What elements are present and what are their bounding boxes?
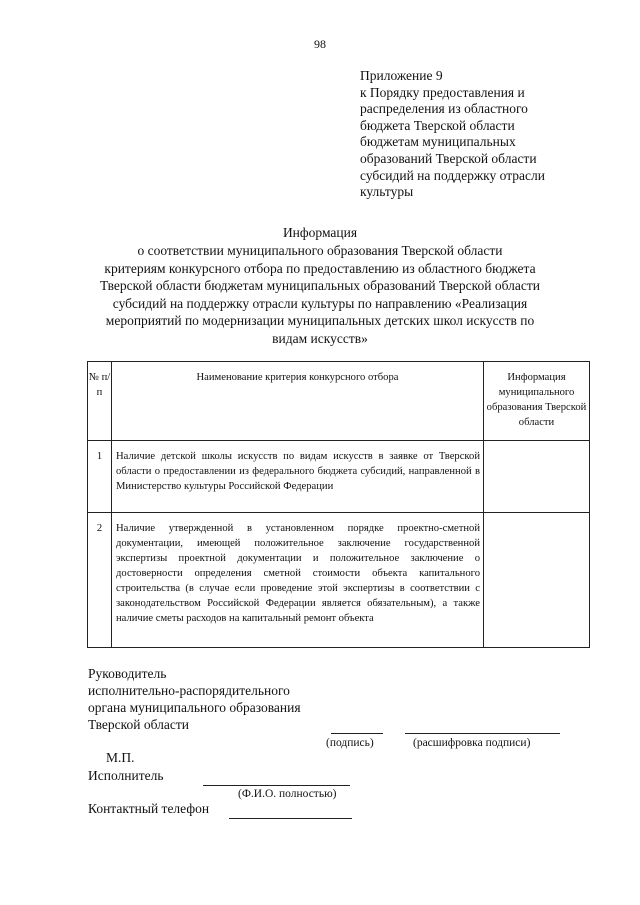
appendix-line: к Порядку предоставления и [360, 84, 525, 100]
subtitle-line: субсидий на поддержку отрасли культуры по направлению «Реализация [112, 295, 528, 311]
appendix-line: субсидий на поддержку отрасли [360, 167, 545, 183]
executor-caption: (Ф.И.О. полностью) [238, 788, 337, 800]
signatory-line: Тверской области [88, 717, 189, 732]
phone-line[interactable] [229, 818, 352, 819]
appendix-line: бюджетам муниципальных [360, 134, 516, 150]
header-number: № п/п [88, 362, 112, 441]
appendix-block [360, 68, 600, 201]
municipal-info-cell[interactable] [484, 441, 590, 513]
document-title: Информация [282, 225, 358, 240]
table-header-row [88, 362, 590, 441]
subtitle-line: критериям конкурсного отбора по предоставлению из областного бюджета [104, 260, 536, 276]
appendix-line: образований Тверской области [360, 150, 537, 166]
criterion-text: Наличие детской школы искусств по видам искусств в заявке от Тверской области о предоставлении из федерального бюджета субсидий, направленной в Министерство культуры Российской Федерации [112, 441, 484, 513]
subtitle-line: Тверской области бюджетам муниципальных образований Тверской области [100, 278, 540, 293]
document-subtitle [60, 242, 580, 347]
appendix-line: бюджета Тверской области [360, 117, 515, 133]
head-signature-block [88, 665, 301, 733]
subtitle-line: мероприятий по модернизации муниципальных детских школ искусств по [105, 313, 535, 328]
criteria-table [87, 361, 590, 648]
subtitle-line: видам искусств» [272, 330, 368, 346]
signatory-line: органа муниципального образования [88, 700, 301, 715]
signature-decode-caption: (расшифровка подписи) [413, 737, 531, 749]
signature-caption: (подпись) [326, 737, 374, 749]
executor-label: Исполнитель [88, 768, 164, 783]
appendix-line: культуры [360, 184, 414, 200]
header-criterion-name: Наименование критерия конкурсного отбора [112, 362, 484, 441]
header-municipal-info: Информация муниципального образования Тверской области [484, 362, 590, 441]
signature-line[interactable] [331, 733, 383, 734]
page-number: 98 [314, 37, 326, 51]
municipal-info-cell[interactable] [484, 513, 590, 648]
appendix-line: Приложение 9 [360, 68, 443, 83]
signatory-line: Руководитель [88, 666, 167, 681]
table-row [88, 441, 590, 513]
row-number: 1 [88, 441, 112, 513]
signature-decode-line[interactable] [405, 733, 560, 734]
executor-name-line[interactable] [203, 785, 350, 786]
table-row [88, 513, 590, 648]
signatory-line: исполнительно-распорядительного [88, 683, 290, 698]
stamp-placeholder: М.П. [106, 750, 135, 765]
appendix-line: распределения из областного [360, 101, 528, 117]
subtitle-line: о соответствии муниципального образования Тверской области [137, 243, 503, 258]
criterion-text: Наличие утвержденной в установленном порядке проектно-сметной документации, имеющей положительное заключение государственной экспертизы проектной документации и положительное заключение о достоверности определения сметной стоимости объекта капитального строительства (в случае если проведение этой экспертизы в соответствии с законодательством Российской Федерации является обязательным), а также наличие сметы расходов на капитальный ремонт объекта [112, 513, 484, 648]
row-number: 2 [88, 513, 112, 648]
phone-label: Контактный телефон [88, 801, 210, 816]
